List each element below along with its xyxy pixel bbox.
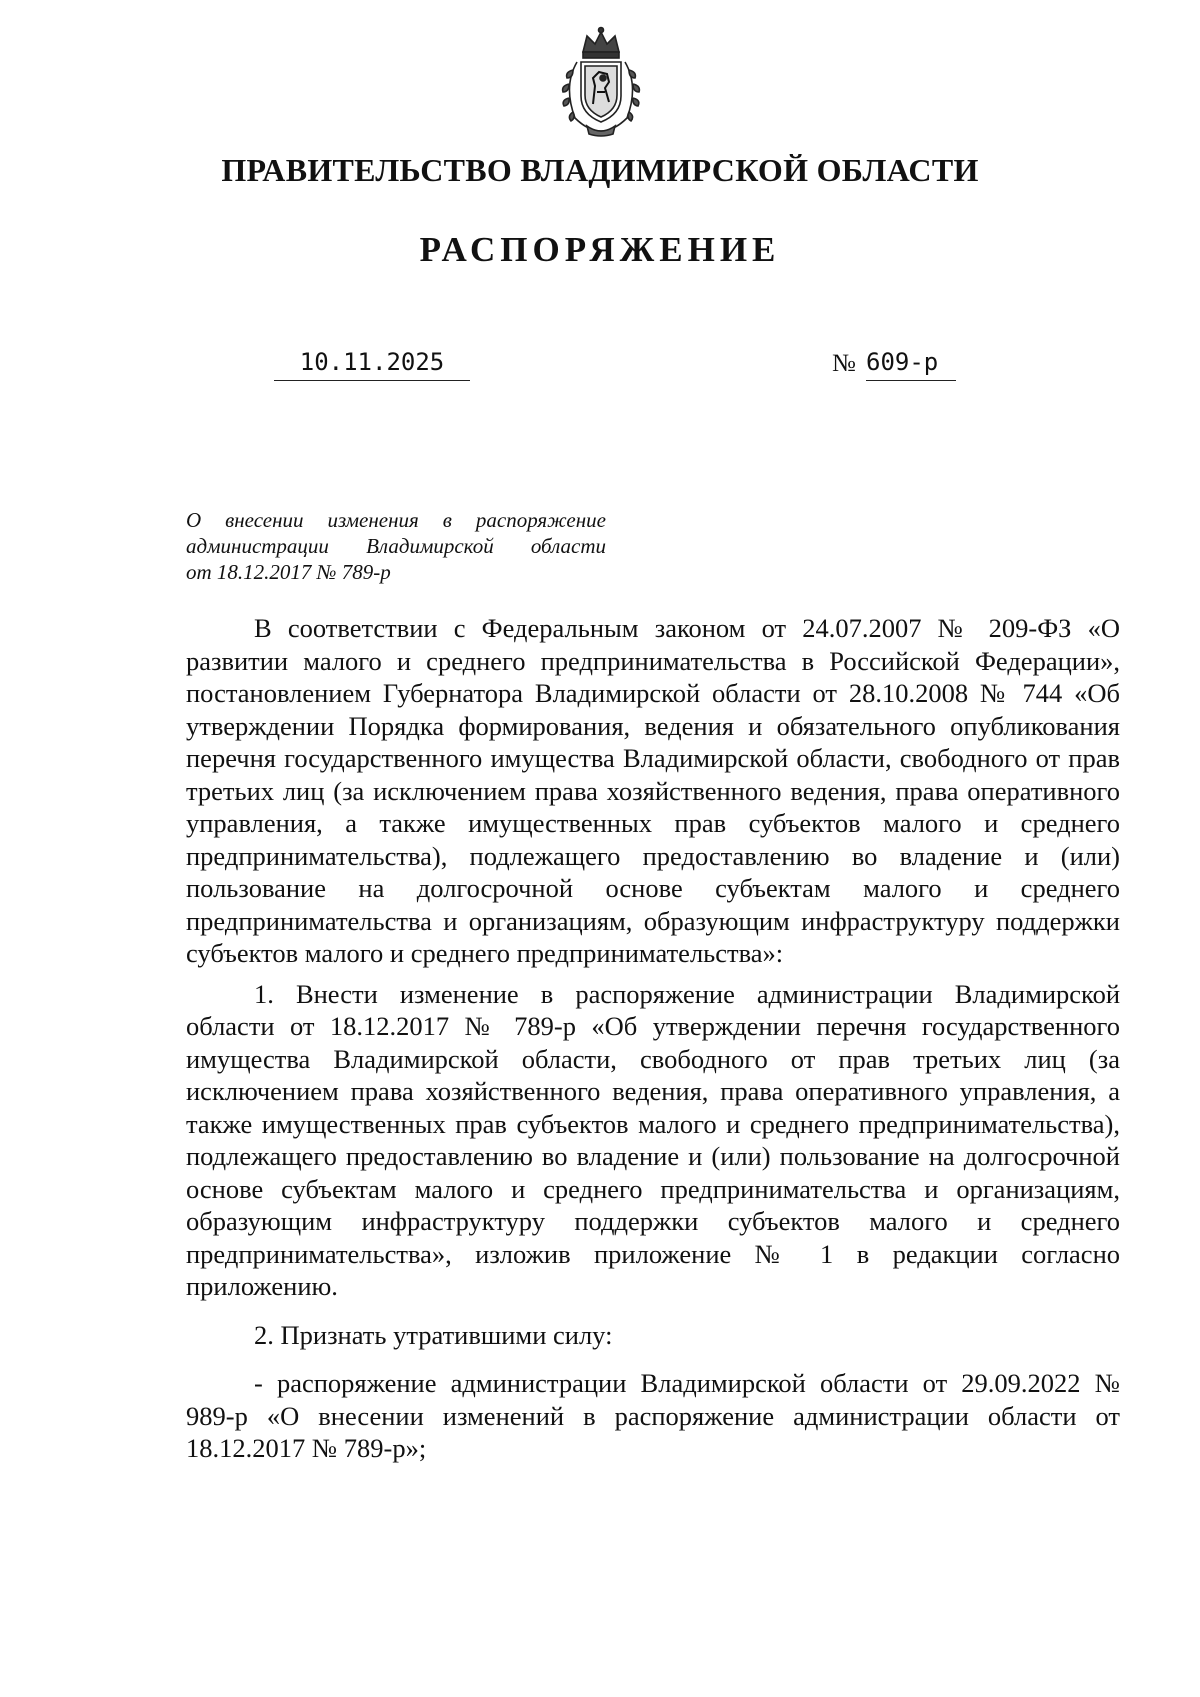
preamble-paragraph: В соответствии с Федеральным законом от 24.07.2007 № 209-ФЗ «О развитии малого и среднего предпринимательства в Российской Федерации», постановлением Губернатора Владимирской области от 28.10.2008 № 744 «Об утверждении Порядка формирования, ведения и обязательного опубликования перечня государственного имущества Владимирской области, свободного от прав третьих лиц (за исключением права хозяйственного ведения, права оперативного управления, а также имущественных прав субъектов малого и среднего предпринимательства), подлежащего предоставлению во владение и (или) пользование на долгосрочной основе субъектам малого и среднего предпринимательства и организациям, образующим инфраструктуру поддержки субъектов малого и среднего предпринимательства»: <box>186 613 1120 968</box>
subject-line: от 18.12.2017 № 789-р <box>186 560 391 584</box>
document-body <box>186 612 1120 1465</box>
number-sign: № <box>832 350 856 377</box>
coat-of-arms-icon <box>553 26 649 138</box>
document-subject <box>186 507 606 585</box>
document-number: 609-р <box>866 346 956 381</box>
item-1-paragraph: 1. Внести изменение в распоряжение администрации Владимирской области от 18.12.2017 № 789-р «Об утверждении перечня государственного имущества Владимирской области, свободного от прав третьих лиц (за исключением права хозяйственного ведения, права оперативного управления, а также имущественных прав субъектов малого и среднего предпринимательства), подлежащего предоставлению во владение и (или) пользование на долгосрочной основе субъектам малого и среднего предпринимательства и организациям, образующим инфраструктуру поддержки субъектов малого и среднего предпринимательства», изложив приложение № 1 в редакции согласно приложению. <box>186 978 1120 1301</box>
subject-line: О внесении изменения в распоряжение <box>186 508 606 532</box>
organization-title: ПРАВИТЕЛЬСТВО ВЛАДИМИРСКОЙ ОБЛАСТИ <box>221 152 979 188</box>
item-2-subitem-paragraph: - распоряжение администрации Владимирской области от 29.09.2022 № 989-р «О внесении изменений в распоряжение администрации области от 18.12.2017 № 789-р»; <box>186 1368 1120 1463</box>
document-type-title: РАСПОРЯЖЕНИЕ <box>419 230 781 269</box>
document-date: 10.11.2025 <box>274 346 470 381</box>
item-2-paragraph: 2. Признать утратившими силу: <box>254 1319 613 1350</box>
subject-line: администрации Владимирской области <box>186 534 606 558</box>
